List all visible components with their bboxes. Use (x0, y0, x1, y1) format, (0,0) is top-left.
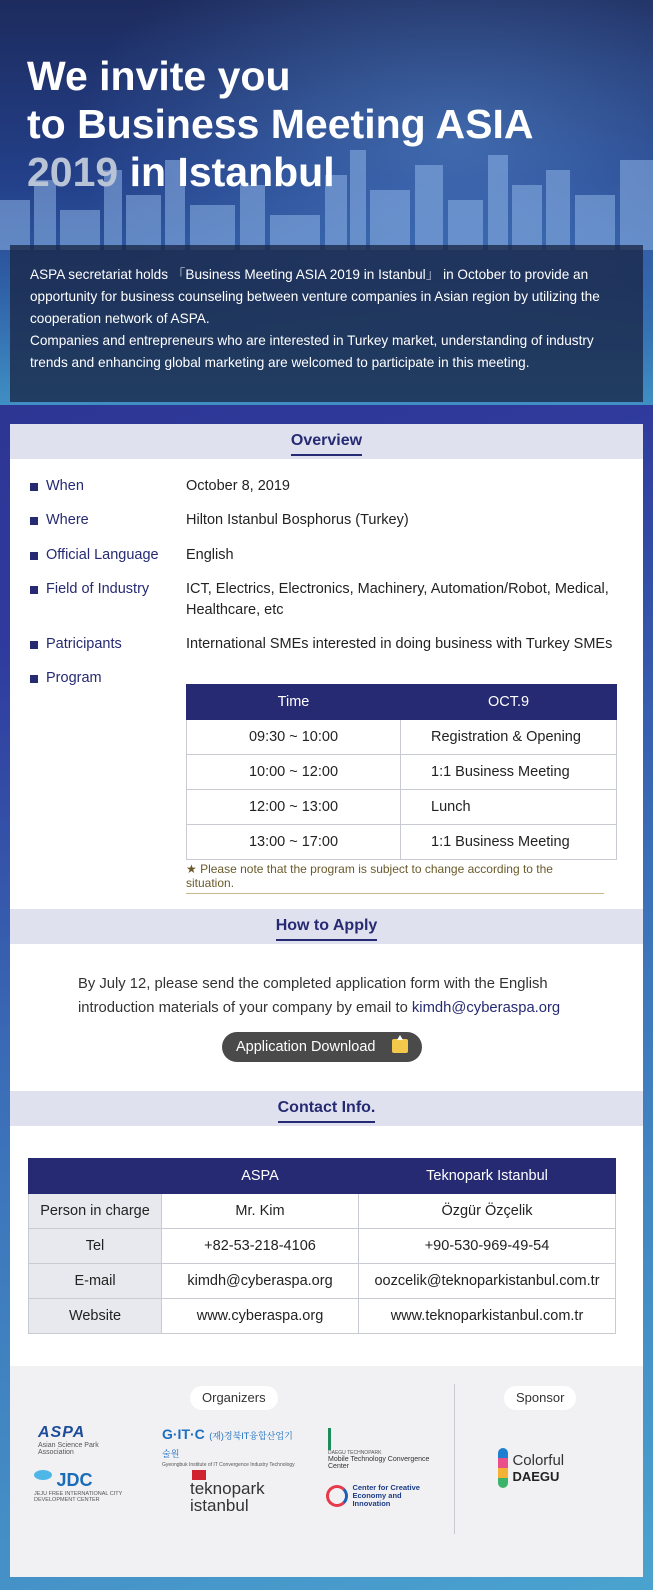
contact-aspa-website-link[interactable]: www.cyberaspa.org (162, 1299, 359, 1334)
program-time: 09:30 ~ 10:00 (187, 720, 401, 755)
overview-value: Hilton Istanbul Bosphorus (Turkey) (186, 512, 409, 528)
overview-value: International SMEs interested in doing business with Turkey SMEs (186, 636, 613, 652)
daegu-technopark-logo (328, 1428, 448, 1470)
jdc-logo (34, 1470, 134, 1503)
gitc-logo-text: (재)경북IT융합산업기술원 (162, 1431, 293, 1459)
hero-banner (0, 0, 653, 405)
apply-text-line-2 (78, 996, 598, 1020)
overview-heading-text: Overview (291, 432, 362, 456)
hero-title-year: 2019 (27, 149, 119, 195)
jdc-logo-sub: JEJU FREE INTERNATIONAL CITY DEVELOPMENT CENTER (34, 1491, 123, 1503)
organizers-label: Organizers (190, 1386, 278, 1410)
table-row (29, 1264, 616, 1299)
square-bullet-icon (30, 675, 38, 683)
intro-paragraph-2: Companies and entrepreneurs who are interested in Turkey market, understanding of industry trends and enhancing global marketing are welcomed to participate in this meeting. (30, 333, 594, 370)
apply-heading (10, 909, 643, 944)
contact-table (28, 1158, 616, 1334)
program-activity: Registration & Opening (401, 720, 617, 755)
overview-label: Official Language (46, 547, 159, 563)
apply-text-prefix: introduction materials of your company by email to (78, 1000, 412, 1016)
program-activity: Lunch (401, 790, 617, 825)
application-download-button[interactable] (222, 1032, 422, 1062)
dtp-bar-icon (328, 1428, 331, 1450)
table-row (187, 720, 617, 755)
dtp-logo-text-1: DAEGU TECHNOPARK (328, 1450, 382, 1456)
overview-value: October 8, 2019 (186, 478, 290, 494)
dtp-logo-text-2: Mobile Technology Convergence Center (328, 1456, 430, 1470)
table-row (29, 1194, 616, 1229)
footer-divider (454, 1384, 455, 1534)
hero-title-line-3 (27, 148, 637, 196)
program-col-time: Time (187, 685, 401, 720)
teknopark-logo-line-2: istanbul (190, 1496, 249, 1515)
table-row (187, 790, 617, 825)
contact-row-label: Tel (29, 1229, 162, 1264)
intro-paragraph-1: ASPA secretariat holds 「Business Meeting ASIA 2019 in Istanbul」 in October to provide an opportunity for business counseling between venture companies in Asian region by utilizing the cooperation network of ASPA. (30, 267, 600, 326)
contact-aspa-email-link[interactable]: kimdh@cyberaspa.org (162, 1264, 359, 1299)
program-header-row (187, 685, 617, 720)
program-note: ★ Please note that the program is subject to change according to the situation. (186, 862, 604, 894)
hero-title-rest: in Istanbul (118, 149, 335, 195)
apply-text (78, 972, 598, 1020)
table-row (29, 1229, 616, 1264)
program-time: 10:00 ~ 12:00 (187, 755, 401, 790)
contact-tekno-value: +90-530-969-49-54 (359, 1229, 616, 1264)
contact-col-tekno: Teknopark Istanbul (359, 1159, 616, 1194)
contact-row-label: Website (29, 1299, 162, 1334)
hero-title (27, 52, 637, 196)
program-activity: 1:1 Business Meeting (401, 825, 617, 860)
square-bullet-icon (30, 517, 38, 525)
gitc-logo (162, 1426, 297, 1468)
square-bullet-icon (30, 552, 38, 560)
contact-col-aspa: ASPA (162, 1159, 359, 1194)
apply-text-line-1: By July 12, please send the completed application form with the English (78, 976, 548, 992)
contact-row-label: Person in charge (29, 1194, 162, 1229)
contact-tekno-value: Özgür Özçelik (359, 1194, 616, 1229)
program-table (186, 684, 617, 860)
contact-aspa-value: +82-53-218-4106 (162, 1229, 359, 1264)
jdc-wave-icon (34, 1470, 52, 1480)
aspa-logo-sub: Asian Science Park Association (38, 1442, 99, 1456)
contact-col-label (29, 1159, 162, 1194)
ccei-logo (326, 1484, 436, 1508)
table-row (187, 755, 617, 790)
sponsor-label: Sponsor (504, 1386, 576, 1410)
ccei-ring-icon (326, 1485, 348, 1507)
contact-tekno-website-link[interactable]: www.teknoparkistanbul.com.tr (359, 1299, 616, 1334)
aspa-logo-mark: ASPA (38, 1424, 86, 1441)
table-row (29, 1299, 616, 1334)
overview-label: When (46, 478, 84, 494)
program-time: 12:00 ~ 13:00 (187, 790, 401, 825)
teknopark-logo-line-1: teknopark (190, 1479, 265, 1498)
contact-heading (10, 1091, 643, 1126)
intro-box (10, 245, 643, 402)
application-download-label: Application Download (236, 1039, 376, 1055)
ccei-logo-text: Center for Creative Economy and Innovation (352, 1483, 420, 1508)
overview-label: Program (46, 670, 102, 686)
overview-value: ICT, Electrics, Electronics, Machinery, Automation/Robot, Medical, Healthcare, etc (186, 581, 609, 618)
overview-label: Where (46, 512, 89, 528)
colorful-dots-icon (498, 1448, 508, 1488)
square-bullet-icon (30, 586, 38, 594)
overview-label: Patricipants (46, 636, 122, 652)
overview-heading (10, 424, 643, 459)
overview-label: Field of Industry (46, 581, 150, 597)
gitc-logo-sub: Gyeongbuk Institute of IT Convergence Industry Technology (162, 1462, 295, 1468)
upload-folder-icon (392, 1039, 408, 1053)
hero-title-line-2: to Business Meeting ASIA (27, 101, 534, 147)
jdc-logo-mark: JDC (56, 1470, 93, 1490)
contact-aspa-value: Mr. Kim (162, 1194, 359, 1229)
contact-heading-text: Contact Info. (278, 1099, 376, 1123)
apply-email-link[interactable]: kimdh@cyberaspa.org (411, 1000, 561, 1016)
contact-header-row (29, 1159, 616, 1194)
logos-footer (10, 1366, 643, 1577)
program-time: 13:00 ~ 17:00 (187, 825, 401, 860)
program-activity: 1:1 Business Meeting (401, 755, 617, 790)
contact-tekno-email-link[interactable]: oozcelik@teknoparkistanbul.com.tr (359, 1264, 616, 1299)
program-col-day: OCT.9 (401, 685, 617, 720)
colorful-daegu-logo (498, 1448, 598, 1488)
daegu-logo-line-1: Colorful (512, 1452, 565, 1469)
contact-row-label: E-mail (29, 1264, 162, 1299)
aspa-logo (38, 1424, 118, 1456)
teknopark-istanbul-logo (190, 1470, 280, 1514)
hero-title-line-1: We invite you (27, 53, 291, 99)
daegu-logo-line-2: DAEGU (512, 1469, 560, 1484)
main-panel (10, 424, 643, 1577)
apply-heading-text: How to Apply (276, 917, 378, 941)
square-bullet-icon (30, 483, 38, 491)
gitc-logo-mark: G·IT·C (162, 1426, 205, 1442)
table-row (187, 825, 617, 860)
square-bullet-icon (30, 641, 38, 649)
overview-value: English (186, 547, 234, 563)
